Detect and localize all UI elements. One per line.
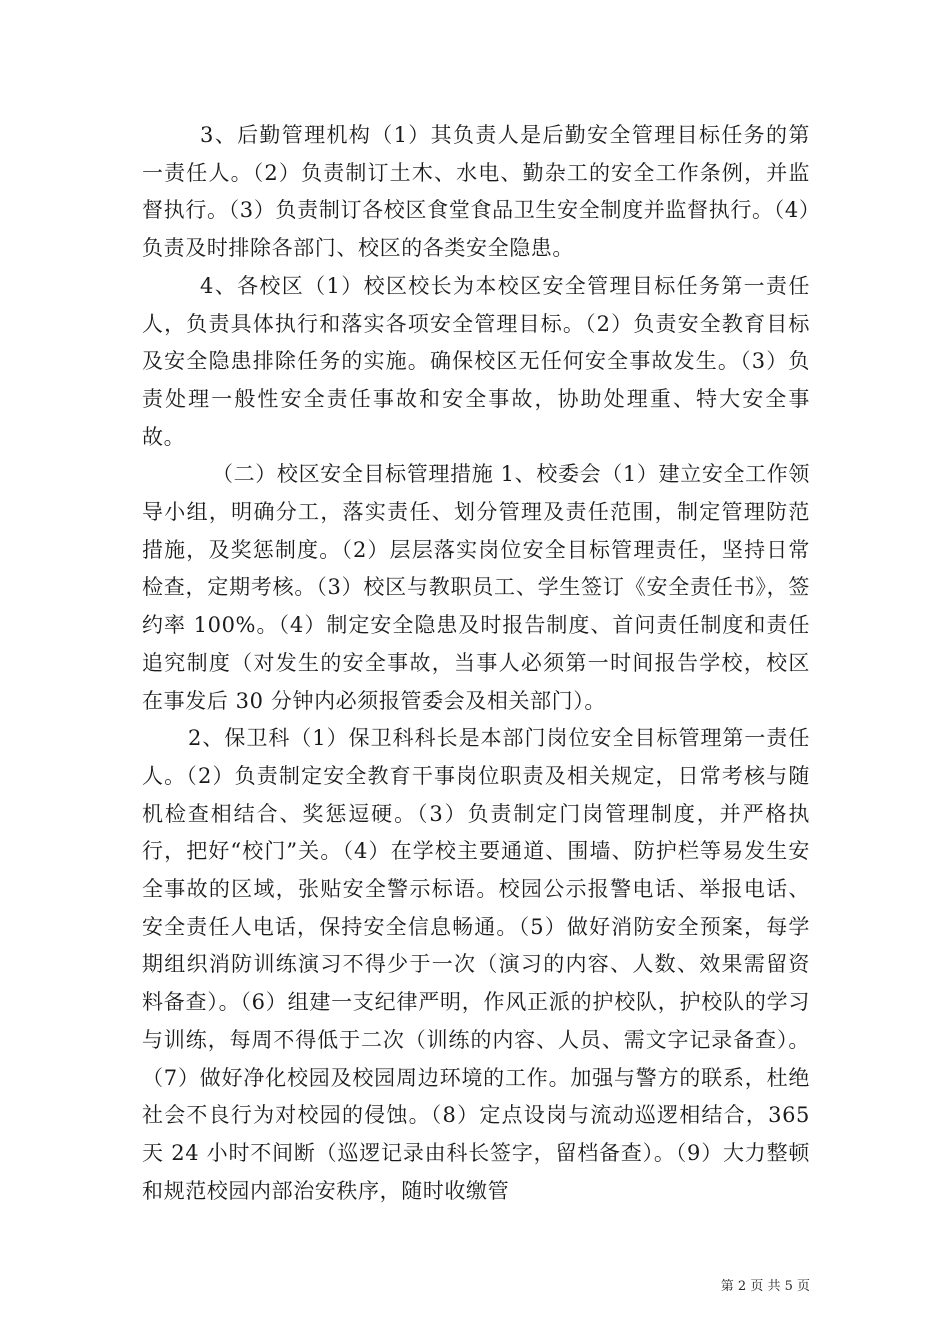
- paragraph-security-dept: 2、保卫科（1）保卫科科长是本部门岗位安全目标管理第一责任人。（2）负责制定安全教育干事岗位职责及相关规定，日常考核与随机检查相结合、奖惩逗硬。（3）负责制定门岗管理制度，并严格执行，把好“校门”关。（4）在学校主要通道、围墙、防护栏等易发生安全事故的区域，张贴安全警示标语。校园公示报警电话、举报电话、安全责任人电话，保持安全信息畅通。（5）做好消防安全预案，每学期组织消防训练演习不得少于一次（演习的内容、人数、效果需留资料备查）。（6）组建一支纪律严明，作风正派的护校队，护校队的学习与训练，每周不得低于二次（训练的内容、人员、需文字记录备查）。（7）做好净化校园及校园周边环境的工作。加强与警方的联系，杜绝社会不良行为对校园的侵蚀。（8）定点设岗与流动巡逻相结合，365 天 24 小时不间断（巡逻记录由科长签字，留档备查）。（9）大力整顿和规范校园内部治安秩序，随时收缴管: [142, 726, 810, 1203]
- document-body: [142, 117, 810, 1210]
- paragraph-logistics: 3、后勤管理机构（1）其负责人是后勤安全管理目标任务的第一责任人。（2）负责制订土木、水电、勤杂工的安全工作条例，并监督执行。（3）负责制订各校区食堂食品卫生安全制度并监督执行。（4）负责及时排除各部门、校区的各类安全隐患。: [142, 123, 810, 261]
- paragraph-safety-measures: （二）校区安全目标管理措施 1、校委会（1）建立安全工作领导小组，明确分工，落实责任、划分管理及责任范围，制定管理防范措施，及奖惩制度。（2）层层落实岗位安全目标管理责任，坚持日常检查，定期考核。（3）校区与教职员工、学生签订《安全责任书》，签约率 100%。（4）制定安全隐患及时报告制度、首问责任制度和责任追究制度（对发生的安全事故，当事人必须第一时间报告学校，校区在事发后 30 分钟内必须报管委会及相关部门）。: [142, 462, 810, 713]
- paragraph-campuses: 4、各校区（1）校区校长为本校区安全管理目标任务第一责任人，负责具体执行和落实各项安全管理目标。（2）负责安全教育目标及安全隐患排除任务的实施。确保校区无任何安全事故发生。（3）负责处理一般性安全责任事故和安全事故，协助处理重、特大安全事故。: [142, 273, 810, 449]
- page-number: 第 2 页 共 5 页: [720, 1279, 810, 1294]
